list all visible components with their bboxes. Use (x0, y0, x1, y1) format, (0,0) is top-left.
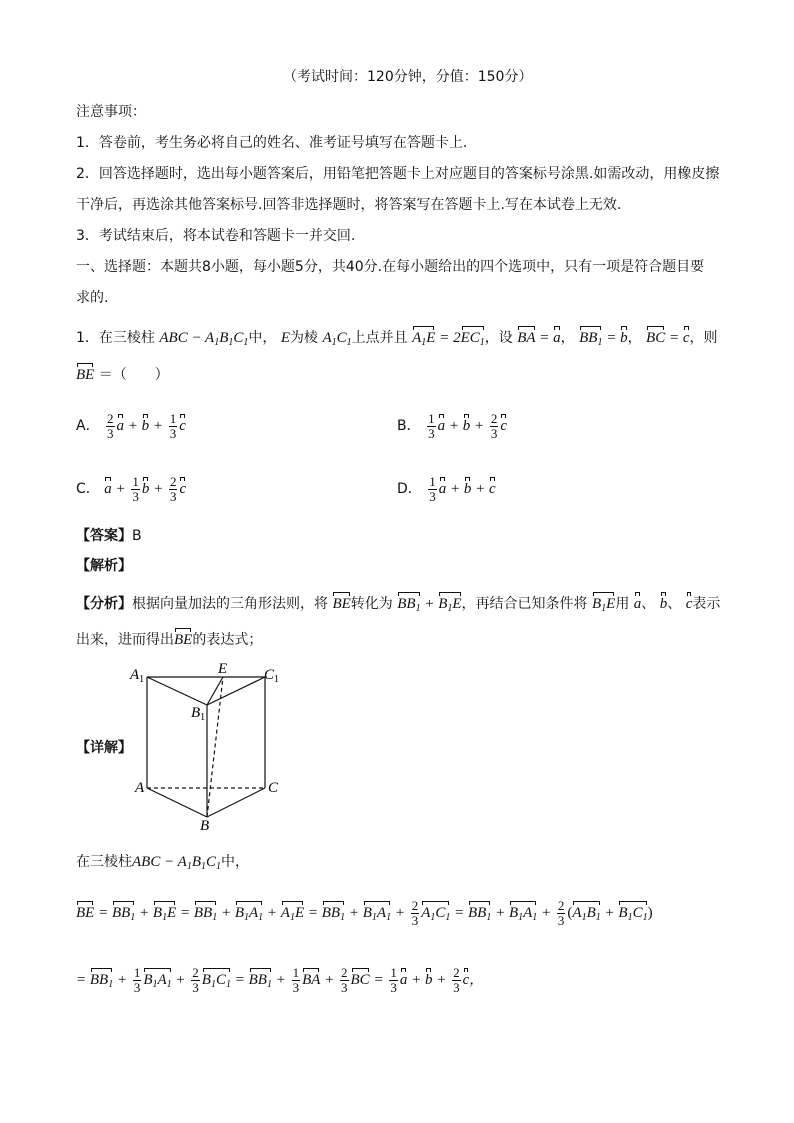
notice-item-3: 3．考试结束后，将本试卷和答题卡一并交回. (76, 228, 356, 244)
edge-a1-b1 (147, 677, 207, 705)
label-b: B (200, 818, 210, 834)
analysis-line-1: 【分析】根据向量加法的三角形法则，将 BE转化为 $BB_1 + B_1E$，再结合已知条件将 $B_1E$用 a、 b、 c表示 (76, 595, 720, 618)
notice-item-2-line-2: 干净后，再选涂其他答案标号.回答非选择题时，将答案写在答题卡上.写在本试卷上无效. (76, 197, 622, 213)
prism-figure (125, 660, 295, 835)
section-1-line-1: 一、选择题：本题共8小题，每小题5分，共40分.在每小题给出的四个选项中，只有一项是符合题目要 (76, 259, 705, 275)
edge-a-b (147, 788, 207, 817)
edge-b-e-hidden (207, 677, 223, 817)
label-e: E (218, 661, 228, 677)
solution-intro: 在三棱柱ABC − $A_1B_1C_1$中， (76, 854, 250, 872)
label-c: C (268, 780, 279, 796)
detail-label: 【详解】 (76, 740, 132, 756)
analysis-line-2: 出来，进而得出BE的表达式； (76, 632, 263, 648)
answer: 【答案】B (76, 528, 142, 544)
label-a: A (135, 780, 145, 796)
label-a1: $A_1$ (130, 667, 145, 685)
option-a[interactable]: A． $\frac{2}{3}$ a + b + $\frac{1}{3}$ c (76, 411, 186, 441)
edge-b1-c1 (207, 677, 265, 705)
question-1-stem: 1．在三棱柱 ABC − $A_1B_1C_1$中， E为棱 $A_1C_1$上点并且 $A_1E = 2EC_1$，设 BA = a， $BB_1 = b$， BC = c，则 (76, 329, 718, 352)
notice-item-2-line-1: 2．回答选择题时，选出每小题答案后，用铅笔把答题卡上对应题目的答案标号涂黑.如需改动，用橡皮擦 (76, 166, 720, 182)
edge-b-c (207, 788, 265, 817)
notice-title: 注意事项： (76, 104, 146, 120)
label-b1: $B_1$ (191, 705, 206, 723)
notice-item-1: 1．答卷前，考生务必将自己的姓名、准考证号填写在答题卡上. (76, 135, 468, 151)
solution-equation-1: BE = $BB_1 + B_1E = BB_1 + B_1A_1 + A_1E = BB_1 + B_1A_1$ + $\frac{2}{3}$ $A_1C_1 = BB_1 + B_1A_1$ + $\frac{2}{3}$ $(A_1B_1 + B_1C_1)$ (76, 898, 653, 928)
option-b[interactable]: B． $\frac{1}{3}$ a + b + $\frac{2}{3}$ c (397, 411, 507, 441)
option-d[interactable]: D． $\frac{1}{3}$ a + b + c (397, 474, 496, 504)
label-c1: $C_1$ (264, 667, 280, 685)
exam-info: （考试时间：120分钟，分值：150分） (283, 69, 533, 85)
option-c[interactable]: C． a + $\frac{1}{3}$ b + $\frac{2}{3}$ c (76, 474, 187, 504)
question-1-blank: BE ＝（ ） (76, 367, 169, 383)
solution-equation-2: = $BB_1$ + $\frac{1}{3}$ $B_1A_1$ + $\frac{2}{3}$ $B_1C_1 = BB_1$ + $\frac{1}{3}$ BA + $\frac{2}{3}$ BC = $\frac{1}{3}$ a + b + $\frac{2}{3}$ c， (76, 965, 484, 995)
analysis-label: 【解析】 (76, 558, 132, 574)
section-1-line-2: 求的. (76, 290, 109, 306)
